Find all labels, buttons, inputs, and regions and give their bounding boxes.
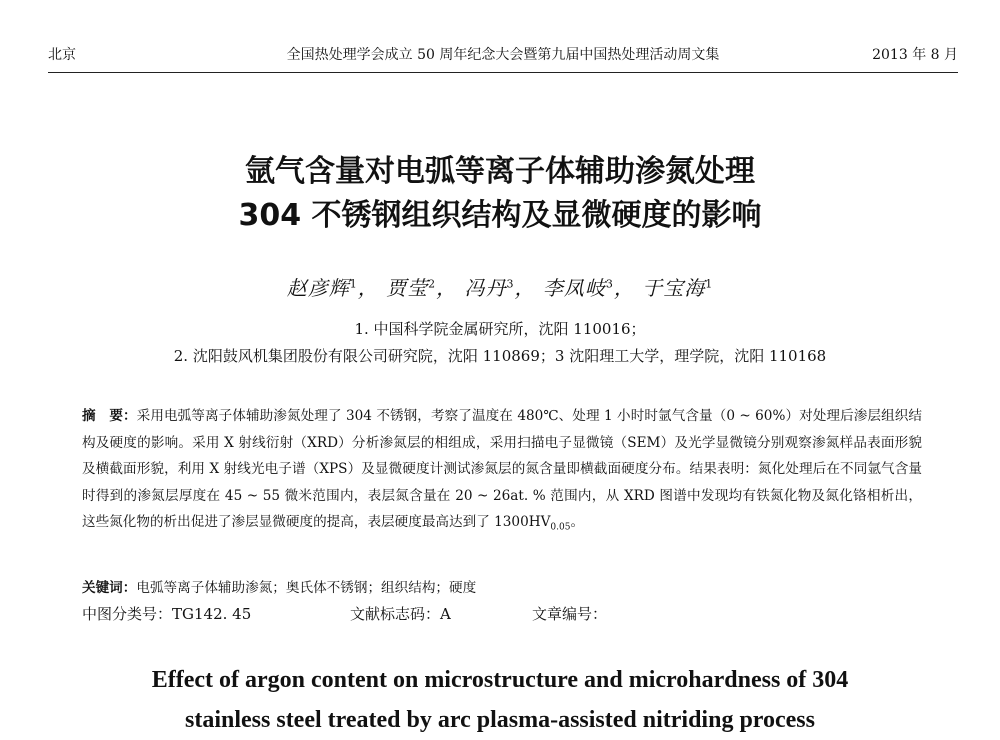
abstract-text: 采用电弧等离子体辅助渗氮处理了 304 不锈钢，考察了温度在 480℃、处理 1 小时时氩气含量（0 ~ 60%）对处理后渗层组织结构及硬度的影响。采用 X 射线衍射（XRD）分析渗氮层的相组成，采用扫描电子显微镜（SEM）及光学显微镜分别观察渗氮样品表面形貌及横截面形貌，利用 X 射线光电子谱（XPS）及显微硬度计测试渗氮层的氮含量即横截面硬度分布。结果表明：氮化处理后在不同氩气含量时得到的渗氮层厚度在 45 ~ 55 微米范围内，表层氮含量在 20 ~ 26at. % 范围内，从 XRD 图谱中发现均有铁氮化物及氮化铬相析出，这些氮化物的析出促进了渗层显微硬度的提高，表层硬度最高达到了 1300HV — [82, 408, 923, 531]
english-title-line-1: Effect of argon content on microstructure and microhardness of 304 — [151, 667, 849, 693]
author-affiliation-mark: 3 — [506, 277, 515, 291]
author-name: 于宝海 — [642, 276, 706, 300]
document-code: 文献标志码：A — [350, 605, 451, 623]
author-name: 赵彦辉 — [286, 276, 350, 300]
running-header — [48, 42, 958, 73]
abstract — [82, 403, 922, 542]
author-name: 冯丹 — [464, 276, 507, 300]
article-number: 文章编号： — [532, 605, 608, 623]
affiliation-1: 1. 中国科学院金属研究所，沈阳 110016； — [354, 320, 646, 338]
author-name: 贾莹 — [386, 276, 429, 300]
header-proceedings-title: 全国热处理学会成立 50 周年纪念大会暨第九届中国热处理活动周文集 — [286, 47, 720, 63]
author-name: 李凤岐 — [542, 276, 606, 300]
chinese-title-line-2: 304 不锈钢组织结构及显微硬度的影响 — [238, 198, 762, 233]
author-affiliation-mark: 3 — [605, 277, 614, 291]
header-date: 2013 年 8 月 — [872, 47, 958, 63]
author-affiliation-mark: 1 — [705, 277, 714, 291]
author-affiliation-mark: 2 — [428, 277, 437, 291]
english-title-line-2: stainless steel treated by arc plasma-assisted nitriding process — [185, 707, 815, 733]
author-list: 赵彦辉$^1$， 贾莹$^2$， 冯丹$^3$， 李凤岐$^3$， 于宝海$^1$ — [286, 276, 714, 300]
keywords — [82, 576, 922, 596]
clc-number: 中图分类号：TG142. 45 — [82, 605, 252, 623]
chinese-title — [0, 150, 1000, 238]
keywords-text: 电弧等离子体辅助渗氮；奥氏体不锈钢；组织结构；硬度 — [136, 580, 477, 596]
hardness-load-subscript: 0.05 — [550, 523, 571, 534]
english-title — [0, 660, 1000, 740]
abstract-label: 摘 要： — [82, 408, 137, 424]
author-affiliation-mark: 1 — [349, 277, 358, 291]
abstract-end: 。 — [570, 514, 585, 531]
header-location: 北京 — [48, 47, 76, 63]
chinese-title-line-1: 氩气含量对电弧等离子体辅助渗氮处理 — [245, 154, 755, 189]
affiliation-2: 2. 沈阳鼓风机集团股份有限公司研究院，沈阳 110869；3 沈阳理工大学，理学院，沈阳 110168 — [173, 347, 827, 365]
keywords-label: 关键词： — [82, 580, 137, 596]
